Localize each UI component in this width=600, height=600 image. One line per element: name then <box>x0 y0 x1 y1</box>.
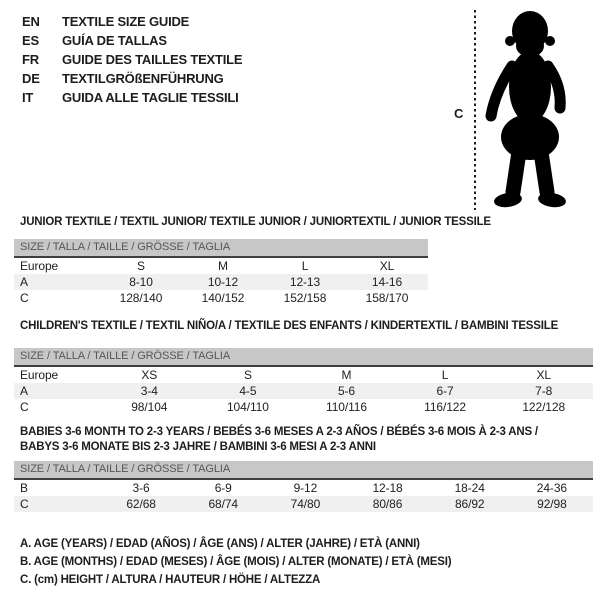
table-row <box>14 496 593 512</box>
cell: S <box>243 368 252 382</box>
cell: 80/86 <box>372 497 403 511</box>
row-label: C <box>20 400 29 414</box>
lang-title: TEXTILE SIZE GUIDE <box>62 14 190 29</box>
size-header-bar: SIZE / TALLA / TAILLE / GRÖSSE / TAGLIA <box>14 239 428 258</box>
cell: 7-8 <box>535 384 553 398</box>
lang-title: GUIDA ALLE TAGLIE TESSILI <box>62 90 239 105</box>
height-figure <box>450 8 580 213</box>
lang-row-de <box>22 69 242 88</box>
table-row <box>14 274 428 290</box>
cell: 116/122 <box>424 400 466 414</box>
cell: 128/140 <box>119 291 163 305</box>
cell: L <box>301 259 309 273</box>
baby-silhouette-icon <box>483 10 571 210</box>
babies-title-line-2: BABYS 3-6 MONATE BIS 2-3 JAHRE / BAMBINI 3-6 MESI A 2-3 ANNI <box>20 441 376 453</box>
lang-row-fr <box>22 50 242 69</box>
row-label: C <box>20 497 29 511</box>
junior-table-title: JUNIOR TEXTILE / TEXTIL JUNIOR/ TEXTILE JUNIOR / JUNIORTEXTIL / JUNIOR TESSILE <box>20 216 491 228</box>
cell: 152/158 <box>283 291 327 305</box>
footnote-b: B. AGE (MONTHS) / EDAD (MESES) / ÂGE (MOIS) / ALTER (MONATE) / ETÀ (MESI) <box>20 556 452 568</box>
lang-code: ES <box>22 33 39 48</box>
table-row <box>14 367 593 383</box>
size-header-bar: SIZE / TALLA / TAILLE / GRÖSSE / TAGLIA <box>14 461 593 480</box>
row-label: B <box>20 481 28 495</box>
cell: 10-12 <box>207 275 239 289</box>
cell: 18-24 <box>454 481 485 495</box>
cell: 122/128 <box>522 400 566 414</box>
cell: 158/170 <box>365 291 409 305</box>
cell: 12-13 <box>289 275 321 289</box>
cell: 110/116 <box>326 400 367 414</box>
table-row <box>14 383 593 399</box>
cell: 24-36 <box>536 481 567 495</box>
babies-size-table <box>14 461 593 512</box>
cell: M <box>341 368 352 382</box>
footnotes <box>20 535 451 589</box>
cell: 12-18 <box>372 481 403 495</box>
cell: XS <box>141 368 158 382</box>
language-title-list <box>22 12 242 107</box>
table-row <box>14 290 428 306</box>
lang-title: TEXTILGRÖßENFÜHRUNG <box>62 71 224 86</box>
cell: 104/110 <box>226 400 269 414</box>
height-measure-line <box>474 10 476 210</box>
lang-code: IT <box>22 90 34 105</box>
row-label: A <box>20 275 28 289</box>
cell: XL <box>536 368 551 382</box>
babies-table-title <box>20 425 538 455</box>
cell: L <box>441 368 449 382</box>
cell: 9-12 <box>293 481 318 495</box>
babies-title-line-1: BABIES 3-6 MONTH TO 2-3 YEARS / BEBÉS 3-6 MESES A 2-3 AÑOS / BÉBÉS 3-6 MOIS À 2-3 ANS / <box>20 426 538 438</box>
junior-size-table <box>14 239 428 306</box>
row-label: A <box>20 384 28 398</box>
lang-code: EN <box>22 14 40 29</box>
cell: 6-9 <box>214 481 232 495</box>
table-row <box>14 399 593 415</box>
cell: 4-5 <box>239 384 257 398</box>
cell: 140/152 <box>201 291 245 305</box>
lang-row-it <box>22 88 242 107</box>
table-row <box>14 480 593 496</box>
height-measure-label: C <box>454 106 464 121</box>
children-table-title: CHILDREN'S TEXTILE / TEXTIL NIÑO/A / TEXTILE DES ENFANTS / KINDERTEXTIL / BAMBINI TESSILE <box>20 320 559 332</box>
cell: M <box>218 259 228 273</box>
cell: XL <box>379 259 395 273</box>
footnote-c: C. (cm) HEIGHT / ALTURA / HAUTEUR / HÖHE / ALTEZZA <box>20 574 321 586</box>
table-row <box>14 258 428 274</box>
footnote-a: A. AGE (YEARS) / EDAD (AÑOS) / ÂGE (ANS) / ALTER (JAHRE) / ETÀ (ANNI) <box>20 538 420 550</box>
lang-code: DE <box>22 71 40 86</box>
lang-code: FR <box>22 52 39 67</box>
cell: 86/92 <box>454 497 485 511</box>
cell: 68/74 <box>208 497 238 511</box>
row-label: Europe <box>20 368 59 382</box>
size-header-bar: SIZE / TALLA / TAILLE / GRÖSSE / TAGLIA <box>14 348 593 367</box>
cell: 5-6 <box>337 384 355 398</box>
cell: S <box>137 259 145 273</box>
cell: 6-7 <box>436 384 454 398</box>
cell: 62/68 <box>126 497 156 511</box>
lang-title: GUIDE DES TAILLES TEXTILE <box>62 52 243 67</box>
cell: 14-16 <box>371 275 403 289</box>
cell: 74/80 <box>290 497 321 511</box>
lang-row-es <box>22 31 242 50</box>
lang-row-en <box>22 12 242 31</box>
cell: 92/98 <box>537 497 567 511</box>
children-size-table <box>14 348 593 415</box>
cell: 8-10 <box>129 275 153 289</box>
cell: 3-4 <box>140 384 158 398</box>
row-label: C <box>20 291 29 305</box>
row-label: Europe <box>20 259 59 273</box>
cell: 98/104 <box>131 400 168 414</box>
lang-title: GUÍA DE TALLAS <box>62 33 167 48</box>
cell: 3-6 <box>132 481 150 495</box>
